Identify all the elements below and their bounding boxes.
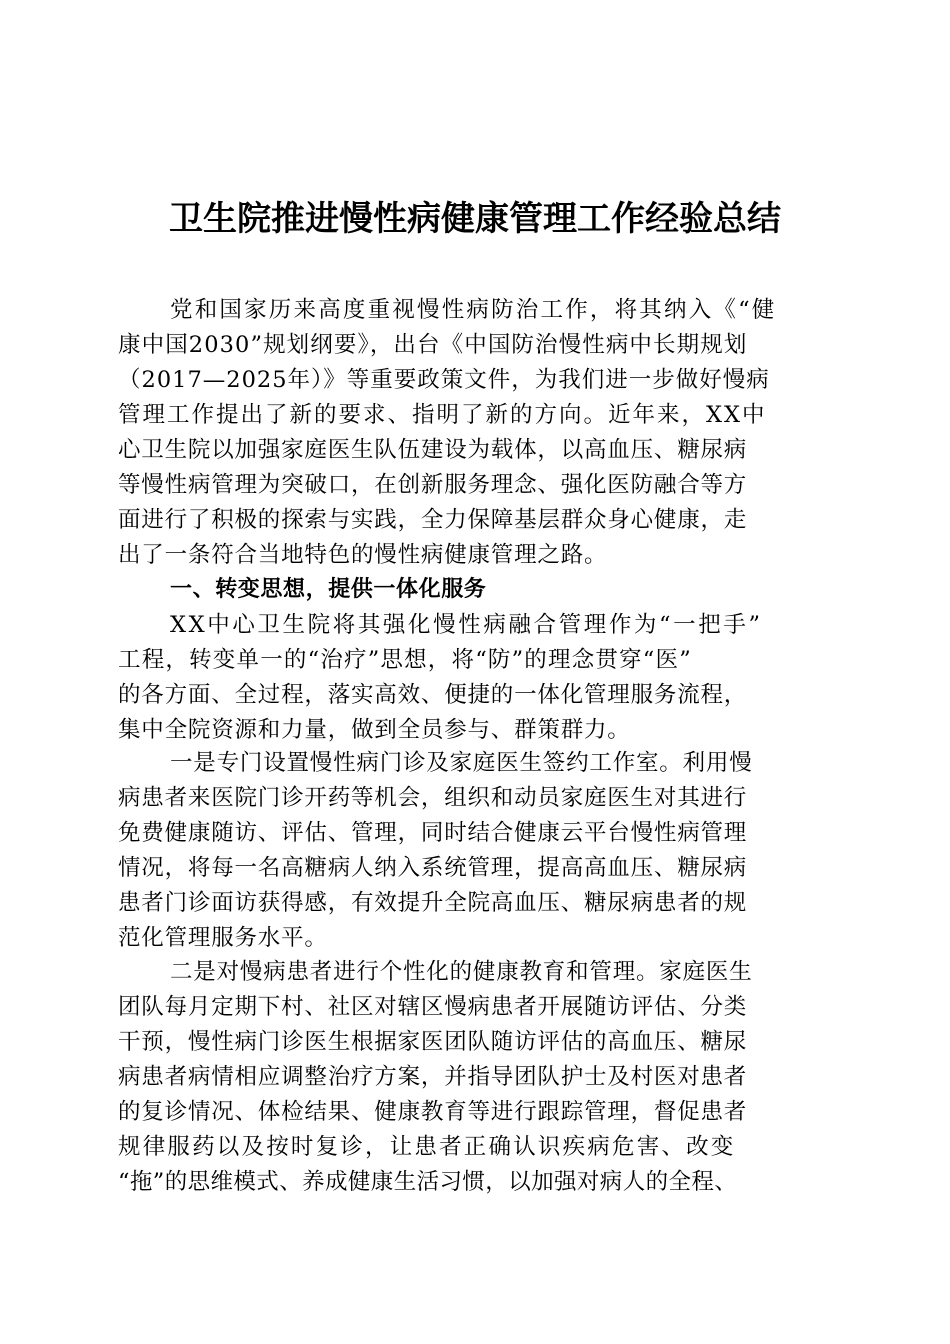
body-line: 的各方面、全过程，落实高效、便捷的一体化管理服务流程， [118,682,748,708]
body-line: 病患者来医院门诊开药等机会，组织和动员家庭医生对其进行 [118,785,748,811]
body-line: 二是对慢病患者进行个性化的健康教育和管理。家庭医生 [170,959,753,985]
body-line: 团队每月定期下村、社区对辖区慢病患者开展随访评估、分类 [118,994,748,1020]
body-line: （2017—2025年）》等重要政策文件，为我们进一步做好慢病 [118,367,770,393]
body-line: 心卫生院以加强家庭医生队伍建设为载体，以高血压、糖尿病 [118,437,748,463]
body-line: 等慢性病管理为突破口，在创新服务理念、强化医防融合等方 [118,472,748,498]
body-line: 干预，慢性病门诊医生根据家医团队随访评估的高血压、糖尿 [118,1029,748,1055]
body-line: 出了一条符合当地特色的慢性病健康管理之路。 [118,542,608,568]
body-line: 集中全院资源和力量，做到全员参与、群策群力。 [118,717,631,743]
body-line: 病患者病情相应调整治疗方案，并指导团队护士及村医对患者 [118,1064,748,1090]
section-heading: 一、转变思想，提供一体化服务 [170,577,487,602]
body-line: 面进行了积极的探索与实践，全力保障基层群众身心健康，走 [118,507,748,533]
body-line: 的复诊情况、体检结果、健康教育等进行跟踪管理，督促患者 [118,1099,748,1125]
body-line: 情况，将每一名高糖病人纳入系统管理，提高高血压、糖尿病 [118,855,748,881]
body-line: 规律服药以及按时复诊，让患者正确认识疾病危害、改变 [118,1134,736,1160]
body-line: 范化管理服务水平。 [118,925,328,951]
body-line: 党和国家历来高度重视慢性病防治工作，将其纳入《“健 [170,297,777,323]
body-line: 康中国2030”规划纲要》，出台《中国防治慢性病中长期规划 [118,332,748,358]
body-line: XX中心卫生院将其强化慢性病融合管理作为“一把手” [170,612,763,638]
body-line: 患者门诊面访获得感，有效提升全院高血压、糖尿病患者的规 [118,890,748,916]
body-line: “拖”的思维模式、养成健康生活习惯，以加强对病人的全程、 [118,1169,738,1195]
body-line: 一是专门设置慢性病门诊及家庭医生签约工作室。利用慢 [170,750,753,776]
body-line: 免费健康随访、评估、管理，同时结合健康云平台慢性病管理 [118,820,748,846]
body-line: 管理工作提出了新的要求、指明了新的方向。近年来，XX中 [118,402,767,428]
body-line: 工程，转变单一的“治疗”思想，将“防”的理念贯穿“医” [118,647,692,673]
document-title: 卫生院推进慢性病健康管理工作经验总结 [169,199,781,239]
